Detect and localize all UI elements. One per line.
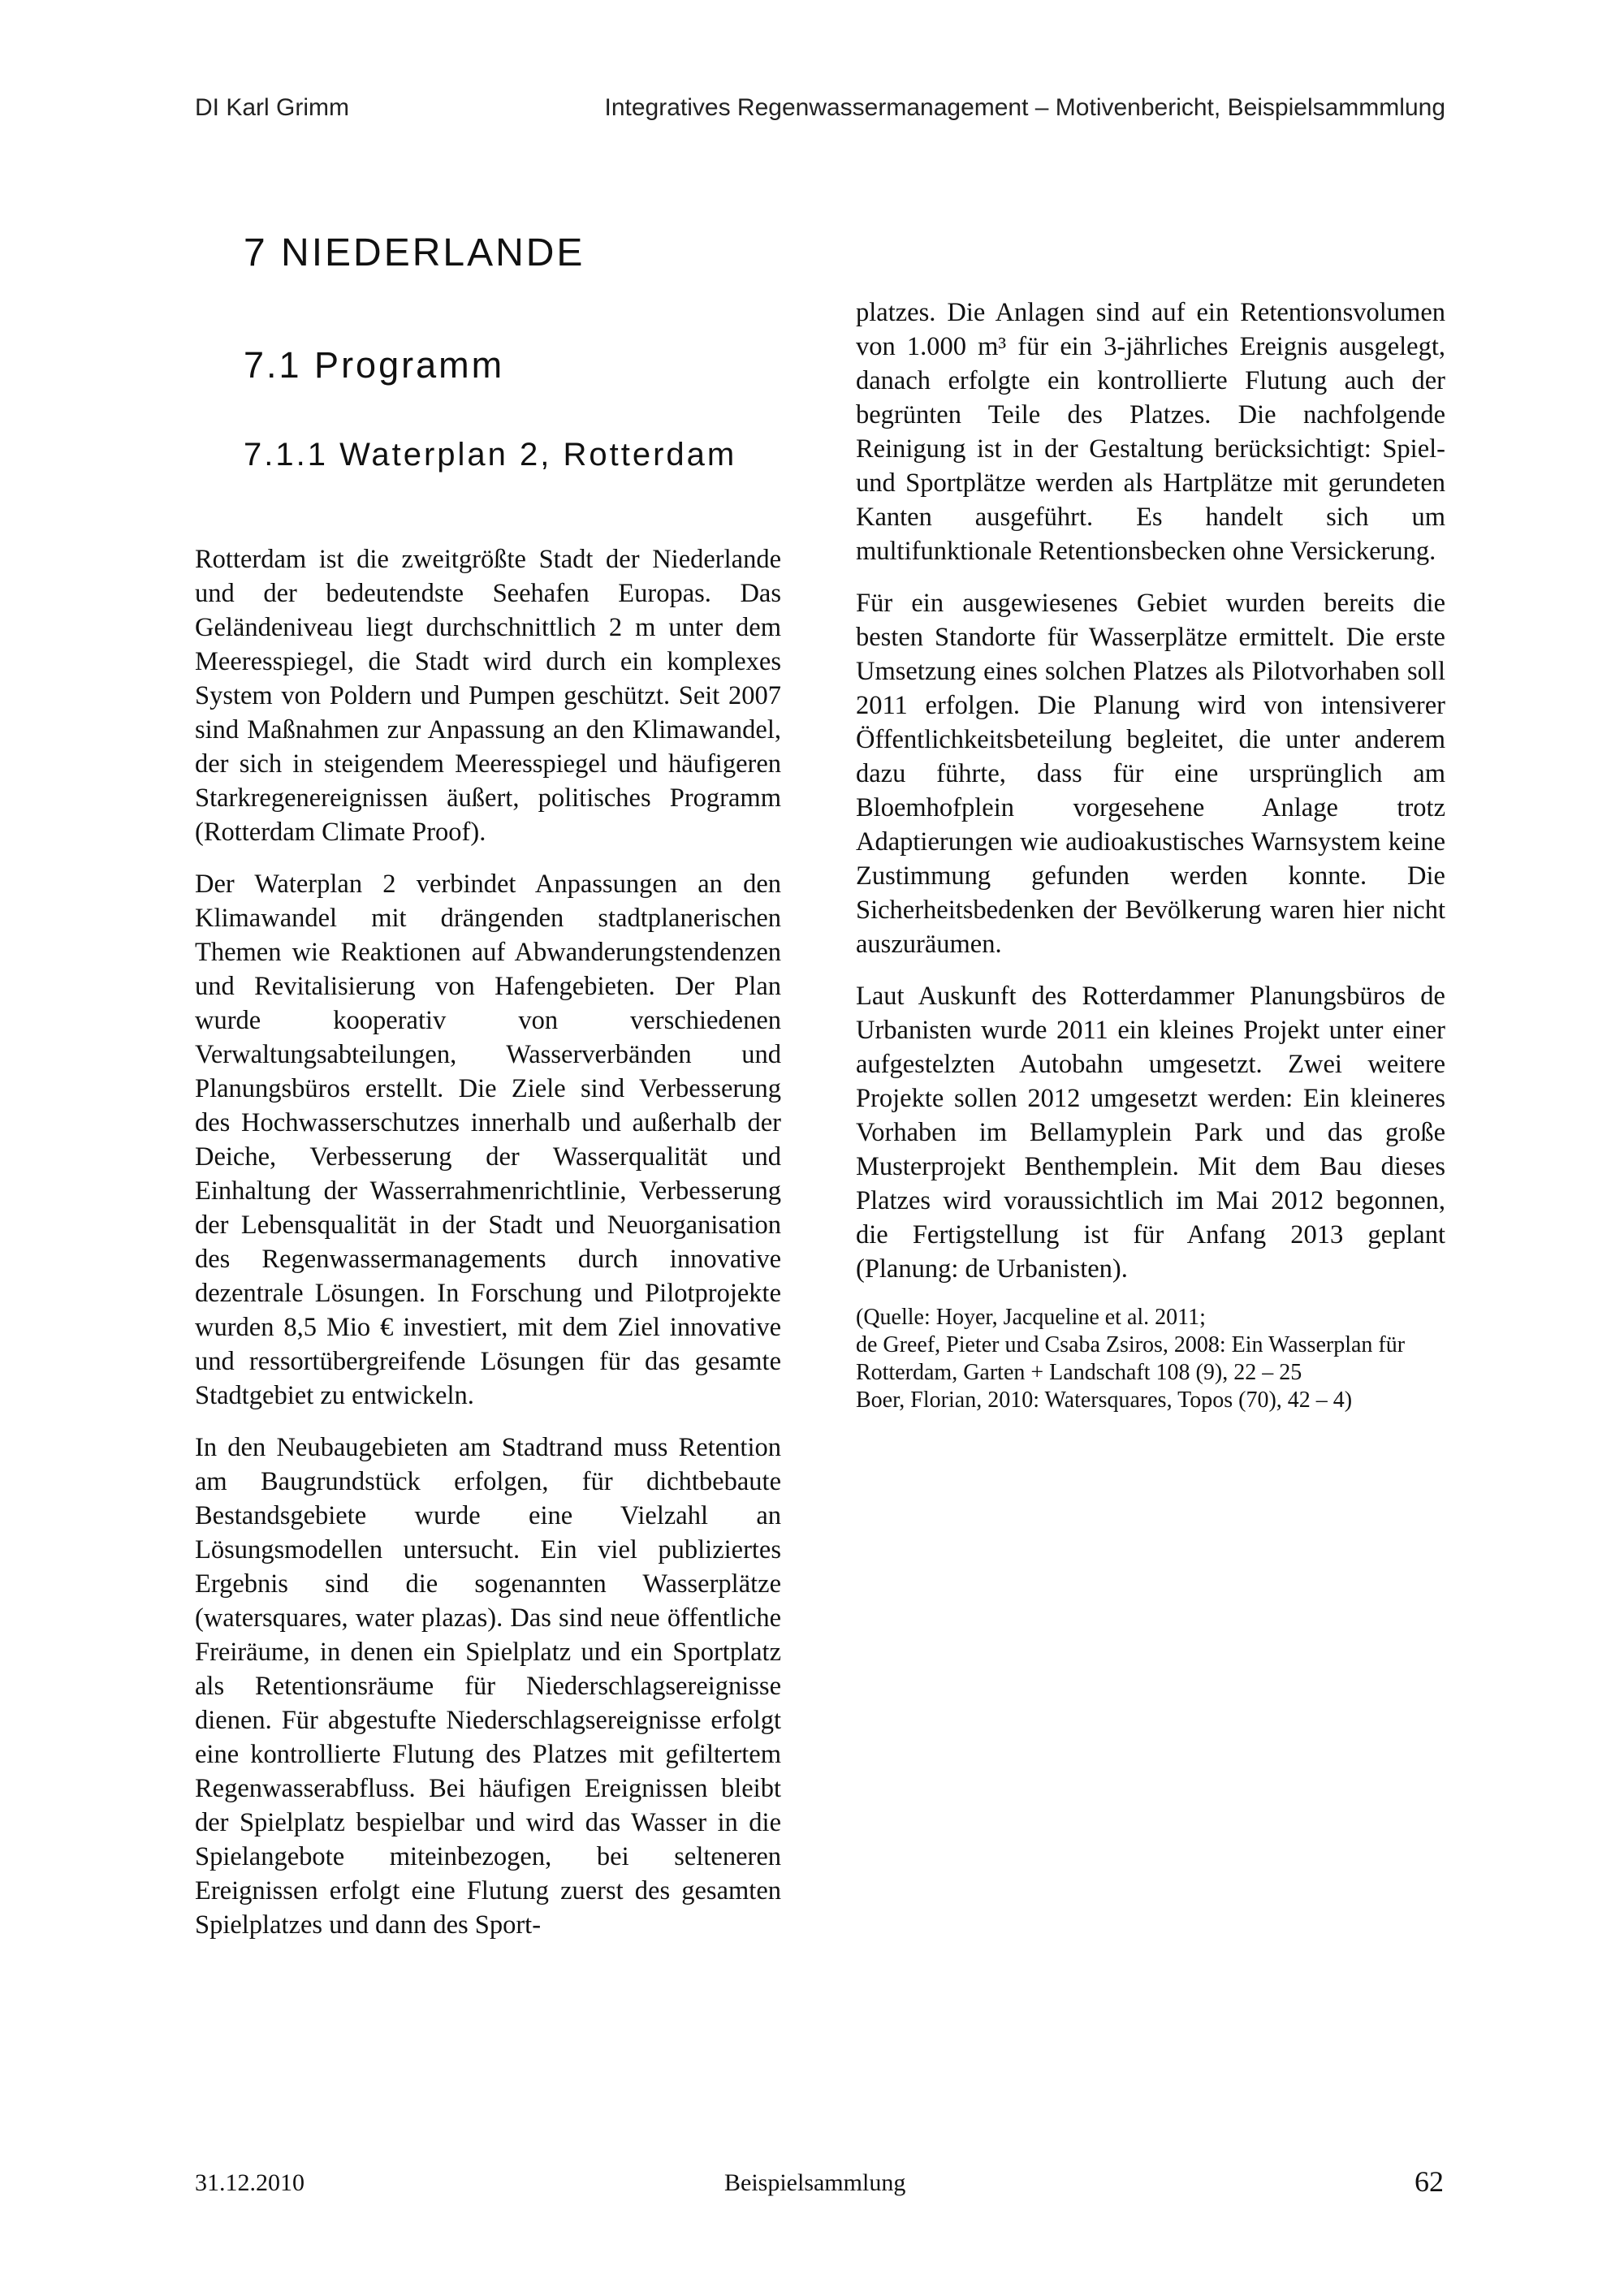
reference-line: Boer, Florian, 2010: Watersquares, Topos (70), 42 – 4) <box>856 1388 1353 1413</box>
reference-line: de Greef, Pieter und Csaba Zsiros, 2008: Ein Wasserplan für Rotterdam, Garten + Landschaft 108 (9), 22 – 25 <box>856 1332 1406 1385</box>
references <box>856 1304 1445 1414</box>
paragraph: Für ein ausgewiesenes Gebiet wurden bereits die besten Standorte für Wasserplätze ermittelt. Die erste Umsetzung eines solchen Platzes als Pilotvorhaben soll 2011 erfolgen. Die Planung wird von intensiverer Öffentlichkeitsbeteilung begleitet, die unter anderem dazu führte, dass für eine ursprünglich am Bloemhofplein vorgesehene Anlage trotz Adaptierungen wie audioakustisches Warnsystem keine Zustimmung gefunden werden konnte. Die Sicherheitsbedenken der Bevölkerung waren hier nicht auszuräumen. <box>856 589 1445 959</box>
section-heading: 7.1 Programm <box>244 344 505 386</box>
chapter-heading: 7 NIEDERLANDE <box>244 231 585 274</box>
subsection-heading: 7.1.1 Waterplan 2, Rotterdam <box>244 437 737 473</box>
paragraph: Rotterdam ist die zweitgrößte Stadt der Niederlande und der bedeutendste Seehafen Europas. Das Geländeniveau liegt durchschnittlich 2 m unter dem Meeresspiegel, die Stadt wird durch ein komplexes System von Poldern und Pumpen geschützt. Seit 2007 sind Maßnahmen zur Anpassung an den Klimawandel, der sich in steigendem Meeresspiegel und häufigeren Starkregenereignissen äußert, politisches Programm (Rotterdam Climate Proof). <box>195 545 781 847</box>
reference-line: (Quelle: Hoyer, Jacqueline et al. 2011; <box>856 1305 1206 1330</box>
paragraph: In den Neubaugebieten am Stadtrand muss Retention am Baugrundstück erfolgen, für dichtbebaute Bestandsgebiete wurde eine Vielzahl an Lösungsmodellen untersucht. Ein viel publiziertes Ergebnis sind die sogenannten Wasserplätze (watersquares, water plazas). Das sind neue öffentliche Freiräume, in denen ein Spielplatz und ein Sportplatz als Retentionsräume für Niederschlagsereignisse dienen. Für abgestufte Niederschlagsereignisse erfolgt eine kontrollierte Flutung des Platzes mit gefiltertem Regenwasserabfluss. Bei häufigen Ereignissen bleibt der Spielplatz bespielbar und wird das Wasser in die Spielangebote miteinbezogen, bei selteneren Ereignissen erfolgt eine Flutung zuerst des gesamten Spielplatzes und dann des Sport- <box>195 1433 781 1940</box>
paragraph: Der Waterplan 2 verbindet Anpassungen an den Klimawandel mit drängenden stadtplanerischen Themen wie Reaktionen auf Abwanderungstendenzen und Revitalisierung von Hafengebieten. Der Plan wurde kooperativ von verschiedenen Verwaltungsabteilungen, Wasserverbänden und Planungsbüros erstellt. Die Ziele sind Verbesserung des Hochwasserschutzes innerhalb und außerhalb der Deiche, Verbesserung der Wasserqualität und Einhaltung der Wasserrahmenrichtlinie, Verbesserung der Lebensqualität in der Stadt und Neuorganisation des Regenwassermanagements durch innovative dezentrale Lösungen. In Forschung und Pilotprojekte wurden 8,5 Mio € investiert, mit dem Ziel innovative und ressortübergreifende Lösungen für das gesamte Stadtgebiet zu entwickeln. <box>195 870 781 1410</box>
paragraph: platzes. Die Anlagen sind auf ein Retentionsvolumen von 1.000 m³ für ein 3-jährliches Ereignis ausgelegt, danach erfolgte ein kontrollierte Flutung auch der begrünten Teile des Platzes. Die nachfolgende Reinigung ist in der Gestaltung berücksichtigt: Spiel- und Sportplätze werden als Hartplätze mit gerundeten Kanten ausgeführt. Es handelt sich um multifunktionale Retentionsbecken ohne Versickerung. <box>856 298 1445 566</box>
footer-title: Beispielsammlung <box>724 2169 906 2196</box>
page-number: 62 <box>1415 2165 1444 2198</box>
footer-date: 31.12.2010 <box>195 2169 304 2196</box>
right-column <box>856 296 1445 1414</box>
header-author: DI Karl Grimm <box>195 94 349 121</box>
left-column <box>195 542 781 1960</box>
paragraph: Laut Auskunft des Rotterdammer Planungsbüros de Urbanisten wurde 2011 ein kleines Projekt unter einer aufgestelzten Autobahn umgesetzt. Zwei weitere Projekte sollen 2012 umgesetzt werden: Ein kleineres Vorhaben im Bellamyplein Park und das große Musterprojekt Benthemplein. Mit dem Bau dieses Platzes wird voraussichtlich im Mai 2012 begonnen, die Fertigstellung ist für Anfang 2013 geplant (Planung: de Urbanisten). <box>856 982 1445 1284</box>
header-title: Integratives Regenwassermanagement – Motivenbericht, Beispielsammmlung <box>604 94 1445 121</box>
